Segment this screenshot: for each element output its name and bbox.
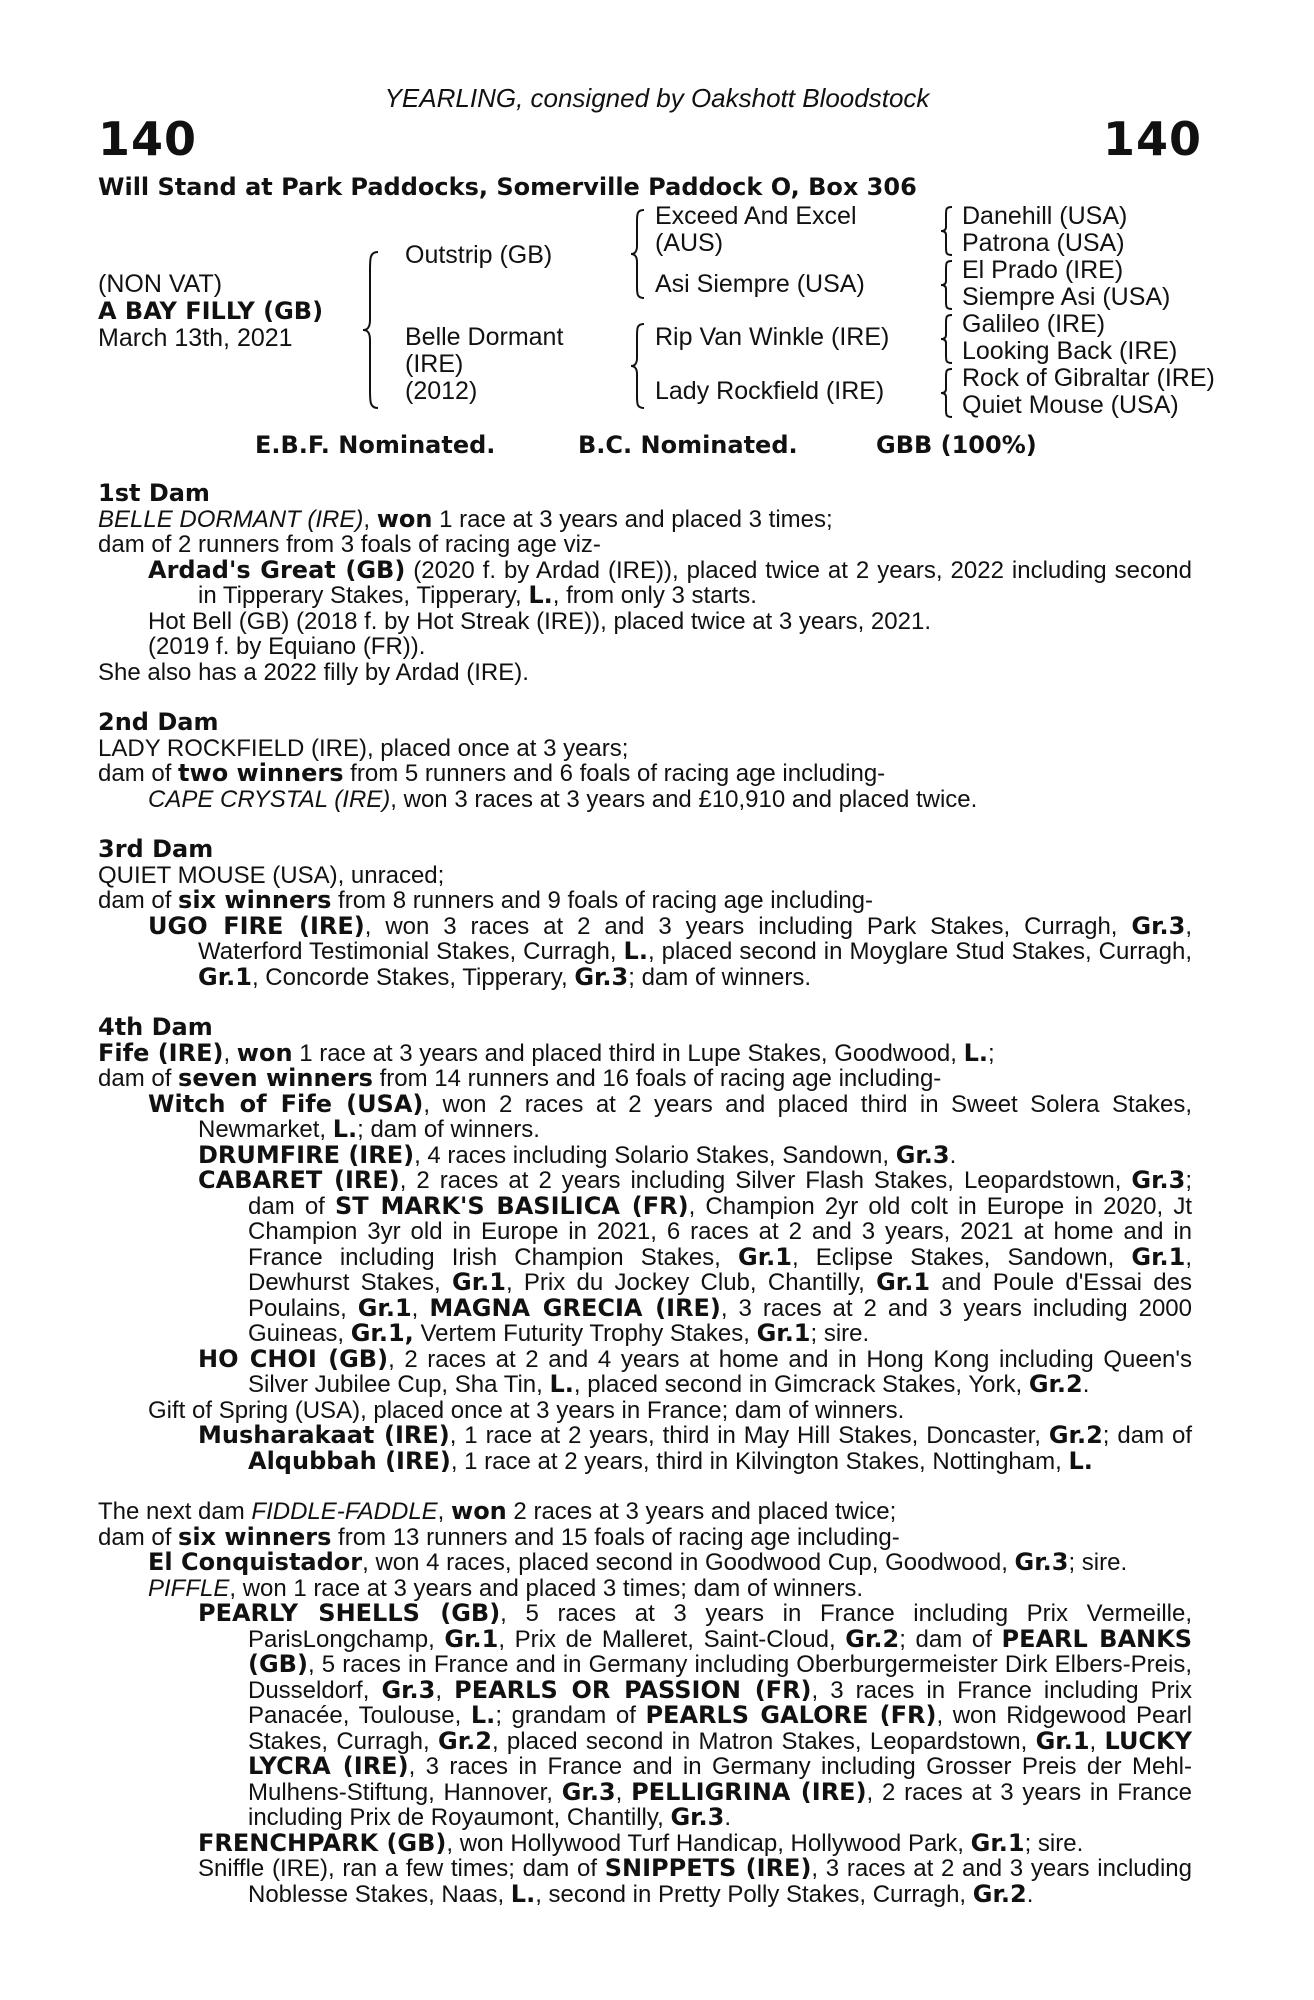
produce-name: FRENCHPARK (GB) bbox=[198, 1828, 447, 1857]
winners-count: six winners bbox=[178, 1522, 332, 1551]
produce-name: UGO FIRE (IRE) bbox=[148, 911, 365, 940]
won-label: won bbox=[376, 504, 433, 533]
text: dam of bbox=[98, 760, 179, 787]
pedigree-brace-sire bbox=[630, 208, 646, 300]
text: , won 2 races at 2 years and placed third in Sweet Solera Stakes, Newmarket, bbox=[198, 1090, 1192, 1143]
text: from 14 runners and 16 foals of racing age including- bbox=[372, 1065, 942, 1092]
pedigree-brace-g3 bbox=[940, 313, 954, 365]
text: , placed second in Matron Stakes, Leopardstown, bbox=[491, 1727, 1036, 1755]
produce-summary bbox=[98, 1522, 1192, 1551]
produce-name: El Conquistador bbox=[148, 1548, 363, 1576]
dam-name: FIDDLE-FADDLE bbox=[251, 1498, 438, 1525]
text: , 4 races including Solario Stakes, Sandown, bbox=[414, 1141, 896, 1169]
text: dam of bbox=[98, 1523, 179, 1551]
lot-number-left: 140 bbox=[98, 112, 198, 166]
dam-name-line1: Belle Dormant bbox=[405, 323, 564, 351]
text: , bbox=[435, 1676, 455, 1704]
dam-dam: Lady Rockfield (IRE) bbox=[655, 377, 885, 405]
listed-mark: L. bbox=[1068, 1446, 1093, 1475]
text: ; dam of bbox=[899, 1625, 1002, 1653]
listed-mark: L. bbox=[510, 1879, 536, 1908]
text: , won 4 races, placed second in Goodwood Cup, Goodwood, bbox=[362, 1549, 1015, 1576]
gbb-status: GBB (100%) bbox=[876, 431, 1037, 459]
produce-name: PEARL BANKS (GB) bbox=[248, 1624, 1192, 1678]
first-dam-section bbox=[98, 481, 1192, 685]
third-dam-section bbox=[98, 837, 1192, 990]
won-label: won bbox=[236, 1038, 293, 1067]
text: , bbox=[615, 1778, 632, 1806]
text: , Champion 2yr old colt in Europe in 2020, Jt Champion 3yr old in Europe in 2021, 6 races at 2 and 3 years, 2021 at home and in France including Irish Champion Stakes, bbox=[248, 1192, 1192, 1271]
produce-note: She also has a 2022 filly by Ardad (IRE). bbox=[98, 658, 529, 686]
produce-name: PIFFLE bbox=[148, 1574, 230, 1602]
text: . bbox=[1082, 1371, 1090, 1398]
text: 1 race at 3 years and placed third in Lupe Stakes, Goodwood, bbox=[292, 1039, 964, 1067]
text: , Prix de Malleret, Saint-Cloud, bbox=[498, 1625, 846, 1653]
produce-name: ST MARK'S BASILICA (FR) bbox=[334, 1191, 689, 1220]
winners-count: six winners bbox=[178, 886, 332, 914]
fourth-dam-section bbox=[98, 1015, 1192, 1474]
grandsire-1: Danehill (USA) bbox=[962, 202, 1128, 230]
produce-entry: Gift of Spring (USA), placed once at 3 years in France; dam of winners. bbox=[148, 1396, 905, 1424]
text: ; grandam of bbox=[495, 1702, 646, 1729]
fourth-dam-heading: 4th Dam bbox=[98, 1013, 213, 1041]
dam-name: Fife (IRE) bbox=[98, 1038, 224, 1067]
text: ; dam of winners. bbox=[628, 963, 811, 991]
produce-entry bbox=[98, 1576, 1192, 1602]
text: from 8 runners and 9 foals of racing age including- bbox=[331, 887, 874, 914]
ebf-nomination: E.B.F. Nominated. bbox=[255, 431, 496, 459]
text: ; dam of bbox=[248, 1167, 1192, 1220]
won-label: won bbox=[451, 1497, 507, 1525]
separator: , bbox=[363, 505, 377, 533]
text: , Dewhurst Stakes, bbox=[248, 1243, 1192, 1296]
text: , won Ridgewood Pearl Stakes, Curragh, bbox=[248, 1702, 1192, 1755]
text: and Poule d'Essai des Poulains, bbox=[248, 1269, 1192, 1322]
text: , 2 races at 2 years including Silver Flash Stakes, Leopardstown, bbox=[399, 1167, 1132, 1194]
text: ; sire. bbox=[810, 1320, 870, 1347]
grandsire-4: Rock of Gibraltar (IRE) bbox=[962, 364, 1215, 392]
third-dam-heading: 3rd Dam bbox=[98, 835, 214, 863]
grade: Gr.2 bbox=[438, 1726, 492, 1755]
listed-mark: L. bbox=[963, 1038, 989, 1067]
produce-entry bbox=[98, 1828, 1192, 1857]
produce-entry bbox=[98, 1168, 1192, 1347]
produce-entry bbox=[98, 1089, 1192, 1143]
text: ; sire. bbox=[1068, 1549, 1128, 1576]
produce-name: PEARLS GALORE (FR) bbox=[645, 1701, 937, 1729]
produce-name: SNIPPETS (IRE) bbox=[604, 1854, 812, 1882]
produce-entry bbox=[98, 1550, 1192, 1576]
text: , Eclipse Stakes, Sandown, bbox=[791, 1243, 1132, 1271]
grade: Gr.1 bbox=[444, 1624, 499, 1653]
text: , won Hollywood Turf Handicap, Hollywood Park, bbox=[446, 1829, 971, 1857]
foaling-date: March 13th, 2021 bbox=[98, 324, 293, 352]
text: , Concorde Stakes, Tipperary, bbox=[251, 963, 575, 991]
granddam-4: Quiet Mouse (USA) bbox=[962, 391, 1179, 419]
pedigree-brace-g1 bbox=[940, 205, 954, 257]
pedigree-brace-dam bbox=[630, 322, 646, 410]
text: , 3 races at 2 and 3 years including 2000 Guineas, bbox=[248, 1294, 1192, 1347]
produce-entry: (2019 f. by Equiano (FR)). bbox=[148, 633, 426, 660]
third-dam-line: QUIET MOUSE (USA), unraced; bbox=[98, 861, 445, 889]
produce-entry bbox=[98, 1140, 1192, 1169]
grandsire-2: El Prado (IRE) bbox=[962, 256, 1124, 284]
text: , 3 races in France including Prix Panacée, Toulouse, bbox=[248, 1676, 1193, 1729]
consignment-header: YEARLING, consigned by Oakshott Bloodstock bbox=[384, 83, 930, 113]
produce-record: (2020 f. by Ardad (IRE)), placed twice at 2 years, 2022 including second in Tipperary Stakes, Tipperary, bbox=[198, 556, 1192, 609]
text: , placed second in Gimcrack Stakes, York, bbox=[573, 1371, 1029, 1398]
grade: Gr.1 bbox=[1131, 1242, 1186, 1271]
grade: Gr.1 bbox=[1035, 1726, 1090, 1755]
text: , Prix du Jockey Club, Chantilly, bbox=[505, 1269, 877, 1296]
produce-summary bbox=[98, 1066, 1192, 1092]
grade: Gr.3 bbox=[1014, 1548, 1069, 1576]
produce-entry bbox=[98, 1423, 1192, 1474]
grade: Gr.1 bbox=[452, 1268, 506, 1296]
sire-sire-line1: Exceed And Excel bbox=[655, 202, 857, 230]
text: . bbox=[949, 1141, 957, 1169]
grade: Gr.1 bbox=[756, 1319, 811, 1347]
grade: Gr.1 bbox=[198, 962, 252, 991]
produce-entry bbox=[98, 1601, 1192, 1831]
grade: Gr.1 bbox=[357, 1293, 412, 1322]
grade: Gr.3 bbox=[561, 1777, 616, 1806]
listed-mark: L. bbox=[470, 1701, 496, 1729]
produce-name: LUCKY LYCRA (IRE) bbox=[248, 1726, 1193, 1780]
produce-name: PEARLY SHELLS (GB) bbox=[198, 1599, 501, 1627]
grade: Gr.3 bbox=[670, 1803, 725, 1831]
text: , 2 races at 3 years in France including Prix de Royaumont, Chantilly, bbox=[248, 1778, 1192, 1831]
produce-name: Musharakaat (IRE) bbox=[198, 1421, 450, 1449]
text: Vertem Futurity Trophy Stakes, bbox=[413, 1320, 757, 1347]
first-dam-line bbox=[98, 504, 1192, 533]
text: . bbox=[724, 1804, 732, 1831]
text: , 5 races in France and in Germany including Oberburgermeister Dirk Elbers-Preis, Dusseldorf, bbox=[248, 1651, 1192, 1704]
produce-record-end: , from only 3 starts. bbox=[552, 582, 757, 609]
winners-count: two winners bbox=[178, 759, 344, 787]
next-dam-section bbox=[98, 1499, 1192, 1907]
pedigree-brace-g2 bbox=[940, 259, 954, 311]
text: ; sire. bbox=[1024, 1829, 1084, 1857]
grade: Gr.3 bbox=[895, 1140, 950, 1169]
pedigree-brace-main bbox=[362, 250, 382, 410]
produce-record: , won 3 races at 3 years and £10,910 and placed twice. bbox=[390, 785, 978, 813]
produce-name: HO CHOI (GB) bbox=[198, 1344, 389, 1373]
produce-name: CABARET (IRE) bbox=[198, 1166, 400, 1194]
winners-count: seven winners bbox=[178, 1064, 373, 1092]
grade: Gr.2 bbox=[1048, 1421, 1103, 1449]
text: 2 races at 3 years and placed twice; bbox=[506, 1498, 897, 1525]
produce-name: Alqubbah (IRE) bbox=[248, 1446, 451, 1475]
grade: Gr.3 bbox=[574, 962, 629, 991]
granddam-2: Siempre Asi (USA) bbox=[962, 283, 1171, 311]
text: , 2 races at 2 and 4 years at home and in Hong Kong including Queen's Silver Jubilee Cup, Sha Tin, bbox=[248, 1345, 1192, 1398]
second-dam-line: LADY ROCKFIELD (IRE), placed once at 3 years; bbox=[98, 734, 629, 762]
text: , second in Pretty Polly Stakes, Curragh, bbox=[535, 1880, 973, 1908]
produce-entry bbox=[98, 787, 1192, 813]
dam-name-line2: (IRE) bbox=[405, 350, 464, 378]
grandsire-3: Galileo (IRE) bbox=[962, 310, 1106, 338]
produce-name: Witch of Fife (USA) bbox=[148, 1089, 424, 1118]
grade: Gr.3 bbox=[381, 1675, 436, 1704]
sire-name: Outstrip (GB) bbox=[405, 241, 553, 269]
produce-name: PELLIGRINA (IRE) bbox=[631, 1777, 867, 1806]
grade: Gr.1, bbox=[350, 1319, 414, 1347]
text: , placed second in Moyglare Stud Stakes, Curragh, bbox=[647, 938, 1192, 965]
text: , 1 race at 2 years, third in May Hill Stakes, Doncaster, bbox=[449, 1422, 1049, 1449]
pedigree-brace-g4 bbox=[940, 367, 954, 419]
produce-entry bbox=[98, 1856, 1192, 1907]
dam-sire: Rip Van Winkle (IRE) bbox=[655, 323, 890, 351]
next-dam-line bbox=[98, 1499, 1192, 1525]
second-dam-heading: 2nd Dam bbox=[98, 708, 219, 736]
dam-year: (2012) bbox=[405, 377, 478, 405]
text: from 13 runners and 15 foals of racing age including- bbox=[331, 1523, 900, 1551]
second-dam-section bbox=[98, 710, 1192, 812]
listed-mark: L. bbox=[332, 1115, 358, 1143]
grade: Gr.2 bbox=[1028, 1370, 1083, 1398]
text: Sniffle (IRE), ran a few times; dam of bbox=[198, 1855, 605, 1882]
text: , Waterford Testimonial Stakes, Curragh, bbox=[198, 912, 1192, 965]
produce-entry bbox=[98, 911, 1192, 991]
grade: Gr.2 bbox=[845, 1624, 900, 1653]
listed-mark: L. bbox=[549, 1370, 574, 1398]
text: , 3 races in France and in Germany including Grosser Preis der Mehl-Mulhens-Stiftung, Hannover, bbox=[248, 1753, 1193, 1806]
dam-name: BELLE DORMANT (IRE) bbox=[98, 505, 364, 533]
stand-location: Will Stand at Park Paddocks, Somerville Paddock O, Box 306 bbox=[98, 173, 917, 201]
produce-summary bbox=[98, 888, 1192, 914]
text: , 5 races at 3 years in France including Prix Vermeille, ParisLongchamp, bbox=[248, 1600, 1193, 1653]
text: . bbox=[1026, 1880, 1034, 1908]
produce-summary: dam of 2 runners from 3 foals of racing age viz- bbox=[98, 531, 601, 558]
granddam-1: Patrona (USA) bbox=[962, 229, 1125, 257]
grade: Gr.1 bbox=[970, 1828, 1025, 1857]
text: , 3 races at 2 and 3 years including Noblesse Stakes, Naas, bbox=[248, 1855, 1192, 1908]
catalogue-body bbox=[98, 481, 1192, 1932]
fourth-dam-line bbox=[98, 1038, 1192, 1067]
grade: Gr.3 bbox=[1131, 1166, 1186, 1194]
grade: Gr.1 bbox=[876, 1268, 931, 1296]
grade: Gr.1 bbox=[738, 1242, 792, 1271]
produce-entry: Hot Bell (GB) (2018 f. by Hot Streak (IRE)), placed twice at 3 years, 2021. bbox=[148, 607, 931, 635]
sire-sire-line2: (AUS) bbox=[655, 229, 724, 257]
produce-name: PEARLS OR PASSION (FR) bbox=[454, 1675, 812, 1704]
text: dam of bbox=[98, 887, 179, 914]
vat-status: (NON VAT) bbox=[98, 270, 223, 298]
produce-entry bbox=[98, 555, 1192, 609]
text: , bbox=[1089, 1727, 1105, 1755]
sire-dam: Asi Siempre (USA) bbox=[655, 270, 865, 298]
produce-entry bbox=[98, 1344, 1192, 1398]
produce-name: CAPE CRYSTAL (IRE) bbox=[148, 785, 391, 813]
grade: Gr.2 bbox=[972, 1879, 1027, 1908]
produce-summary bbox=[98, 761, 1192, 787]
produce-name: Ardad's Great (GB) bbox=[148, 555, 406, 584]
horse-name: A BAY FILLY (GB) bbox=[98, 297, 324, 325]
bc-nomination: B.C. Nominated. bbox=[578, 431, 798, 459]
listed-mark: L. bbox=[528, 581, 553, 609]
produce-name: MAGNA GRECIA (IRE) bbox=[429, 1293, 721, 1322]
text: dam of bbox=[98, 1065, 179, 1092]
produce-name: DRUMFIRE (IRE) bbox=[198, 1140, 415, 1169]
separator: , bbox=[223, 1039, 237, 1067]
text: , won 1 race at 3 years and placed 3 times; dam of winners. bbox=[229, 1574, 864, 1602]
text: ; dam of bbox=[1102, 1422, 1192, 1449]
first-dam-heading: 1st Dam bbox=[98, 479, 210, 507]
text: from 5 runners and 6 foals of racing age including- bbox=[343, 760, 886, 787]
text: , bbox=[411, 1294, 430, 1322]
separator: , bbox=[437, 1498, 452, 1525]
lot-number-right: 140 bbox=[1102, 112, 1202, 166]
text: , 1 race at 2 years, third in Kilvington Stakes, Nottingham, bbox=[450, 1447, 1069, 1475]
text: The next dam bbox=[98, 1498, 252, 1525]
granddam-3: Looking Back (IRE) bbox=[962, 337, 1178, 365]
text: ; dam of winners. bbox=[357, 1116, 540, 1143]
text: , won 3 races at 2 and 3 years including Park Stakes, Curragh, bbox=[364, 912, 1132, 940]
grade: Gr.3 bbox=[1131, 911, 1186, 940]
listed-mark: L. bbox=[623, 937, 648, 965]
text: ; bbox=[988, 1039, 995, 1067]
race-record: 1 race at 3 years and placed 3 times; bbox=[432, 505, 833, 533]
